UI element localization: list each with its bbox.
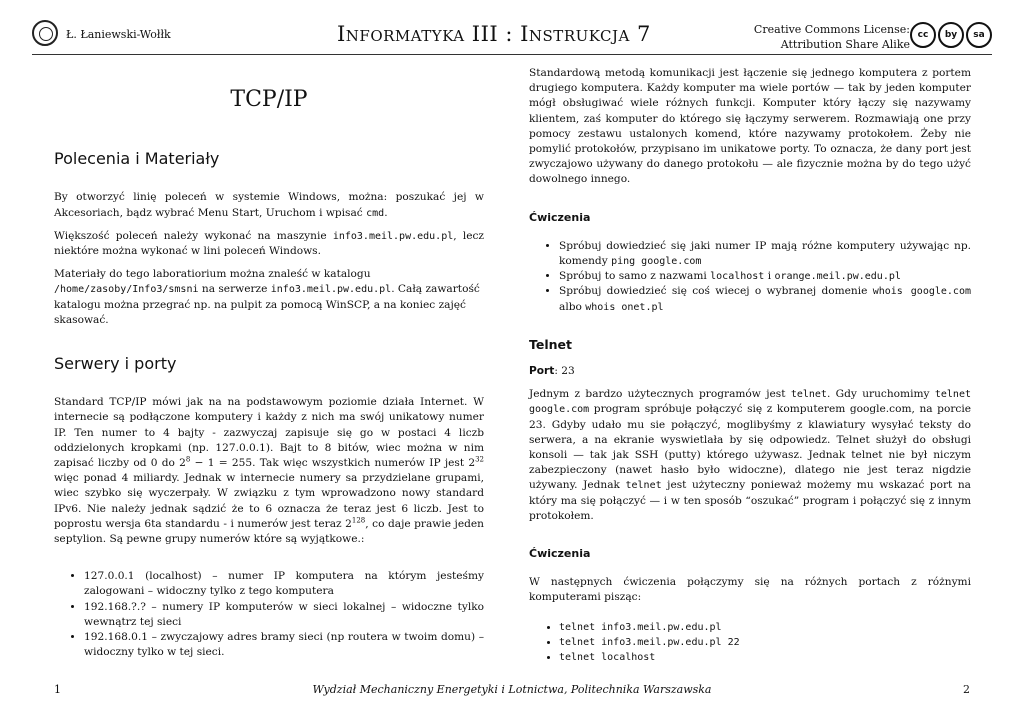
author-name: Ł. Łaniewski-Wołłk: [66, 28, 171, 41]
right-column: [529, 66, 971, 665]
exercises-heading: Ćwiczenia: [529, 547, 591, 561]
list-item: • 192.168.?.? – numery IP komputerów w sieci lokalnej – widoczne tylko wewnątrz tej sieci: [84, 600, 484, 630]
list-item: • telnet localhost: [559, 650, 971, 665]
license-line-1: Creative Commons License:: [753, 23, 910, 36]
paragraph: Standard TCP/IP mówi jak na na podstawowym poziomie działa Internet. W internecie są podłączone komputery i każdy z nich ma swój unikatowy numer IP. Ten numer to 4 bajty - zazwyczaj zapisuje się go w postaci 4 liczb oddzielonych kropkami (np. 127.0.0.1). Bajt to 8 bitów, wiec można w nim zapisać liczby od 0 do $2^8 - 1 = 255$. Tak więc wszystkich numerów IP jest $2^{32}$ więc ponad 4 miliardy. Jednak w internecie numery sa przydzielane grupami, wiec szybko się wyczerpały. W związku z tym wprowadzono nowy standard IPv6. Nie należy jednak sądzić że to 6 oznacza że teraz jest 6 liczb. Jest to poprostu wersja 6ta standardu - i numerów jest teraz $2^{128}$, co daje prawie jeden septylion. Są pewne grupy numerów które są wyjątkowe.:: [54, 396, 484, 546]
page-number-left: 1: [54, 683, 61, 696]
section-heading-servers-ports: Serwery i porty: [54, 354, 177, 374]
main-title: TCP/IP: [230, 87, 308, 112]
by-icon: by: [938, 22, 964, 48]
telnet-command-list: [529, 620, 971, 666]
paragraph: Standardową metodą komunikacji jest łączenie się jednego komputera z portem drugiego komputera. Każdy komputer ma wiele portów — tak by jeden komputer mógł obsługiwać wiele różnych funkcji. Komputer który łączy się nazywamy klientem, zaś komputer do którego się łączymy serwerem. Rozmawiają one przy pomocy zestawu ustalonych komend, które nazywamy protokołem. Żeby nie pomylić protokołów, przypisano im unikatowe porty. To oznacza, że dany port jest zwyczajowo używany do danego protokołu — ale fizycznie można by do tego użyć dowolnego innego.: [529, 67, 971, 186]
left-column: [54, 56, 484, 660]
paragraph: W następnych ćwiczenia połączymy się na różnych portach z różnymi komputerami pisząc:: [529, 576, 971, 604]
list-item: • 192.168.0.1 – zwyczajowy adres bramy sieci (np routera w twoim domu) – widoczny tylko w tej sieci.: [84, 630, 484, 660]
list-item: • telnet info3.meil.pw.edu.pl: [559, 620, 971, 635]
list-item: • telnet info3.meil.pw.edu.pl 22: [559, 635, 971, 650]
paragraph: Jednym z bardzo użytecznych programów jest telnet. Gdy uruchomimy telnet google.com program spróbuje połączyć się z komputerem google.com, na porcie 23. Gdyby udało mu sie połączyć, moglibyśmy z klawiatury wysyłać teksty do serwera, a na ekranie wyswietlała by się odpowiedz. Telnet służył do obsługi konsoli — tak jak SSH (putty) którego używasz. Jednak telnet nie był niczym zabezpieczony (nawet hasło było widoczne), dlatego nie jest teraz nigdzie używany. Jednak telnet jest użyteczny ponieważ możemy mu wskazać port na który ma się połączyć — i w ten sposób “oszukać” program i połączyć się z innym protokołem.: [529, 388, 971, 522]
page-number-right: 2: [963, 683, 970, 696]
exercise-list: [529, 239, 971, 315]
cc-icon: cc: [910, 22, 936, 48]
page-header: [32, 18, 992, 55]
paragraph: By otworzyć linię poleceń w systemie Windows, można: poszukać jej w Akcesoriach, bądz wybrać Menu Start, Uruchom i wpisać cmd.: [54, 191, 484, 219]
cc-license-badge: [910, 22, 992, 48]
license-line-2: Attribution Share Alike: [780, 38, 910, 51]
list-item: • Spróbuj to samo z nazwami localhost i orange.meil.pw.edu.pl: [559, 269, 971, 284]
paragraph: Większość poleceń należy wykonać na maszynie info3.meil.pw.edu.pl, lecz niektóre można wykonać w lini poleceń Windows.: [54, 229, 484, 258]
license-text: [754, 22, 910, 52]
exercises-heading: Ćwiczenia: [529, 210, 591, 224]
port-line: Port: 23: [529, 365, 575, 378]
list-item: • Spróbuj dowiedzieć się jaki numer IP mają różne komputery używając np. komendy ping google.com: [559, 239, 971, 269]
paragraph: Materiały do tego laboratiorium można znaleść w katalogu /home/zasoby/Info3/smsni na serwerze info3.meil.pw.edu.pl. Całą zawartość katalogu można przegrać np. na pulpit za pomocą WinSCP, a na koniec zajęć skasować.: [54, 268, 480, 326]
faculty-name: Wydział Mechaniczny Energetyki i Lotnictwa, Politechnika Warszawska: [312, 683, 712, 696]
list-item: • 127.0.0.1 (localhost) – numer IP komputera na którym jesteśmy zalogowani – widoczny tylko z tego komputera: [84, 569, 484, 599]
sa-icon: sa: [966, 22, 992, 48]
telnet-heading: Telnet: [529, 336, 572, 352]
special-ip-list: [54, 569, 484, 660]
list-item: • Spróbuj dowiedzieć się coś wiecej o wybranej domenie whois google.com albo whois onet.pl: [559, 284, 971, 314]
document-title: Informatyka III : Instrukcja 7: [337, 22, 651, 46]
university-logo-icon: [32, 20, 58, 46]
section-heading-materials: Polecenia i Materiały: [54, 149, 220, 169]
